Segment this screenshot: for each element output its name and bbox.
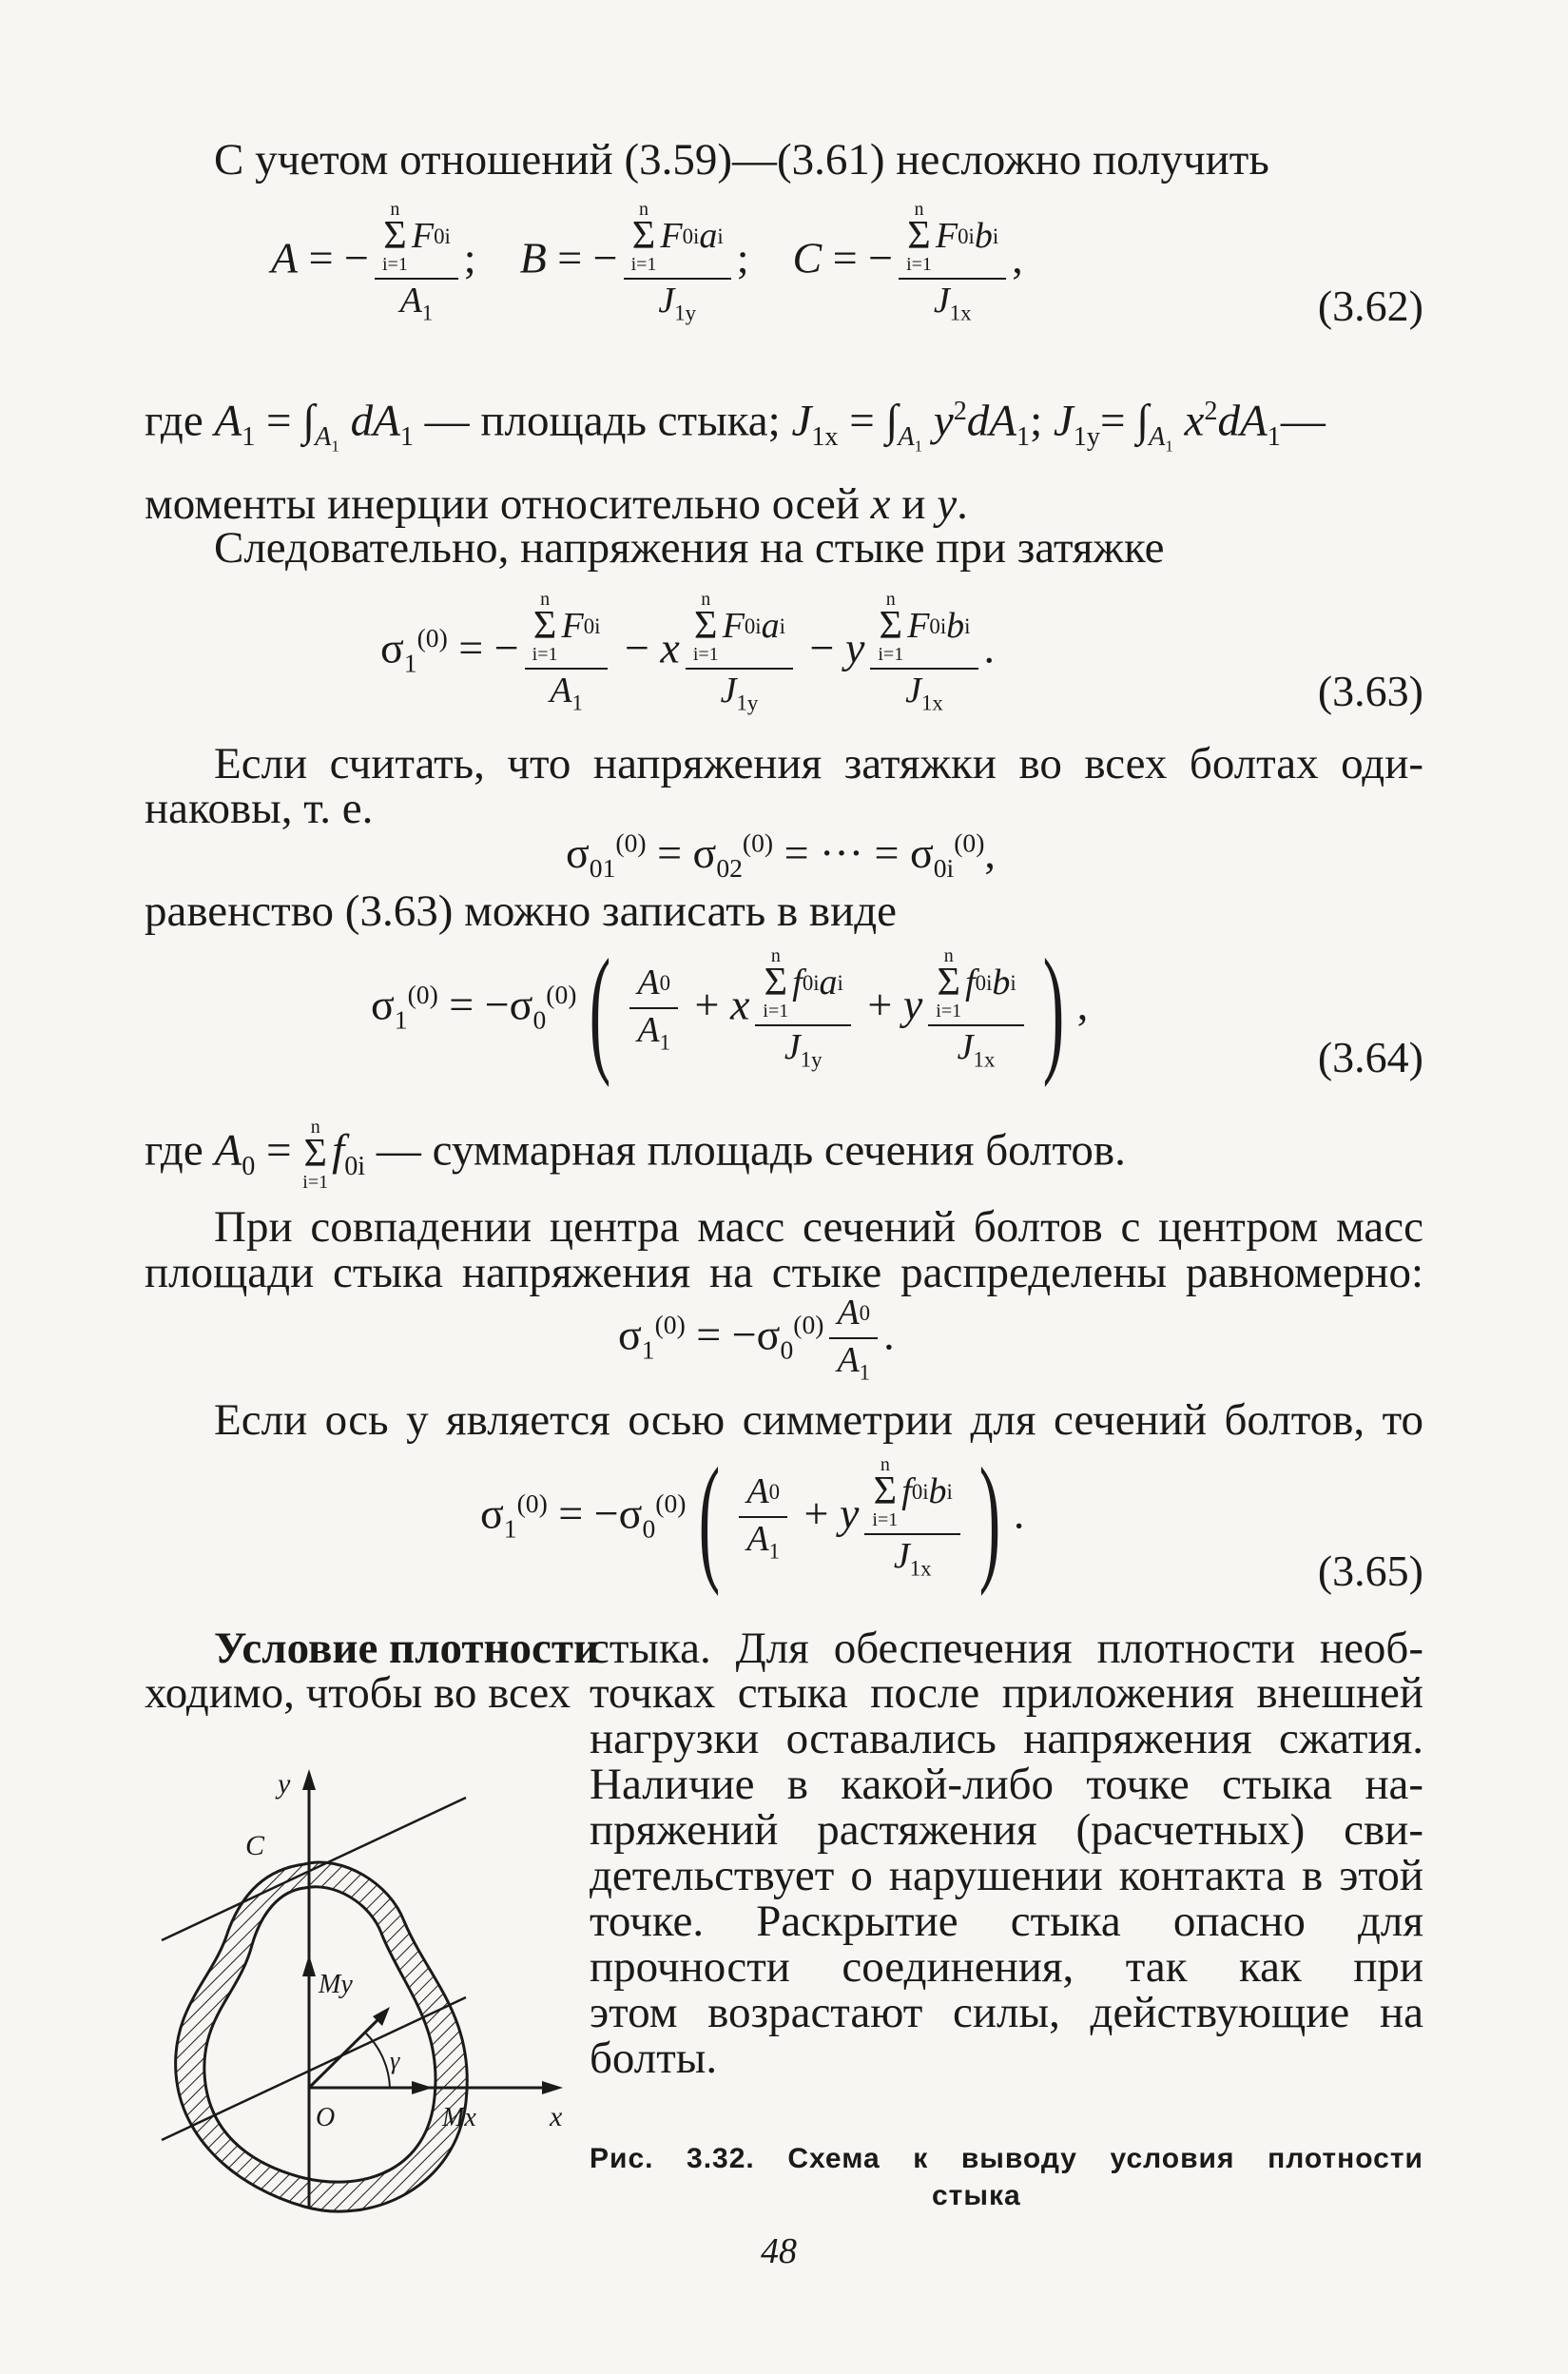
figure-caption-line-2: стыка (932, 2180, 1021, 2211)
text-bolt-area: — суммарная площадь сечения болтов. (376, 1125, 1126, 1176)
equation-number-3-63: (3.63) (1317, 667, 1423, 715)
text-where: где (145, 396, 203, 446)
text-line-4: Следовательно, напряжения на стыке при затяжке (214, 523, 1165, 573)
equation-number-3-62: (3.62) (1317, 282, 1423, 330)
equation-3-63: $\sigma_1^{(0)}$ = − n Σ i=1 F 0i $A_1$ − x n Σ i=1 F 0i a i $J_{1y}$ − y n Σ i=1 F 0i b i $J_{1x}$ . (380, 589, 995, 715)
text-line-8: где $A_0$ = n Σ i=1 $f_{0i}$ — суммарная площадь сечения болтов. (145, 1117, 1126, 1193)
equation-3-62: A = − n Σ i=1 F 0i $A_1$ ; B = − n Σ i=1 F 0i a i $J_{1y}$ ; C = − n Σ i=1 F 0i b i $J_{1x}$ , (271, 199, 1023, 325)
label-gamma: γ (390, 2047, 400, 2074)
body-line-3: нагрузки оставались напряжения сжатия. (590, 1714, 1423, 1763)
body-line-10: болты. (590, 2033, 718, 2083)
label-o: O (316, 2103, 336, 2132)
equation-number-3-65: (3.65) (1317, 1547, 1423, 1595)
label-y: y (278, 1768, 291, 1800)
equation-3-65: $\sigma_1^{(0)} = -\sigma_0^{(0)}$( A 0 $A_1$ + y n Σ i=1 f 0i b i $J_{1x}$ ) . (480, 1438, 1025, 1597)
text-line-10: площади стыка напряжения на стыке распределены равномерно: (145, 1248, 1423, 1297)
text-joint-area: — площадь стыка; (424, 396, 781, 446)
text-line-11: Если ось y является осью симметрии для сечений болтов, то (214, 1395, 1423, 1445)
body-line-6: детельствует о нарушении контакта в этой (590, 1851, 1423, 1900)
label-my: My (319, 1970, 353, 1999)
equation-number-3-64: (3.64) (1317, 1033, 1423, 1081)
text-line-13: ходимо, чтобы во всех (145, 1668, 571, 1718)
text-line-7: равенство (3.63) можно записать в виде (145, 886, 898, 936)
body-line-2: точках стыка после приложения внешней (590, 1668, 1423, 1718)
body-line-9: этом возрастают силы, действующие на (590, 1988, 1423, 2037)
figure-caption-line-1: Рис. 3.32. Схема к выводу условия плотности (590, 2143, 1423, 2174)
text-line-1: С учетом отношений (3.59)—(3.61) несложно получить (214, 135, 1269, 185)
text-moments: моменты инерции относительно осей (145, 479, 860, 529)
body-line-1: стыка. Для обеспечения плотности необ- (590, 1624, 1423, 1673)
equation-uniform: $\sigma_1^{(0)} = -\sigma_0^{(0)}$ A 0 $A_1$ . (618, 1293, 895, 1385)
section-heading: Условие плотности (214, 1624, 600, 1673)
text-where-2: где (145, 1125, 203, 1176)
label-c: C (245, 1830, 265, 1861)
page-number: 48 (761, 2231, 797, 2271)
text-line-9: При совпадении центра масс сечений болтов с центром масс (214, 1202, 1423, 1252)
text-line-5: Если считать, что напряжения затяжки во всех болтах оди- (214, 739, 1423, 788)
label-x: x (550, 2101, 563, 2132)
body-line-7: точке. Раскрытие стыка опасно для (590, 1897, 1423, 1946)
body-line-4: Наличие в какой-либо точке стыка на- (590, 1760, 1423, 1809)
equation-equal-stress: $\sigma_{01}^{(0)} = \sigma_{02}^{(0)}$ = ··· = $\sigma_{0i}^{(0)}$, (566, 827, 996, 884)
text-and: и (901, 479, 926, 529)
x-axis-arrow (542, 2081, 563, 2094)
body-line-8: прочности соединения, так как при (590, 1942, 1423, 1992)
y-axis-arrow (302, 1769, 316, 1790)
joint-diagram (152, 1760, 590, 2292)
text-line-6: наковы, т. е. (145, 784, 374, 833)
text-line-3: моменты инерции относительно осей x и y. (145, 479, 968, 529)
label-mx: Mx (442, 2103, 476, 2132)
equation-3-64: $\sigma_1^{(0)} = -\sigma_0^{(0)}$( A 0 $A_1$ + x n Σ i=1 f 0i a i $J_{1y}$ + y n Σ i=1 f 0i b i $J_{1x}$ ) , (371, 929, 1089, 1088)
body-line-5: пряжений растяжения (расчетных) сви- (590, 1805, 1423, 1855)
text-line-2: где $A_1 = \int_{A_1}$ $dA_1$ — площадь стыка; $J_{1x} = \int_{A_1}$ $y^2dA_1$; $J_{1y}= \int_{A_1}$ $x^2dA_1—$ (145, 396, 1326, 456)
